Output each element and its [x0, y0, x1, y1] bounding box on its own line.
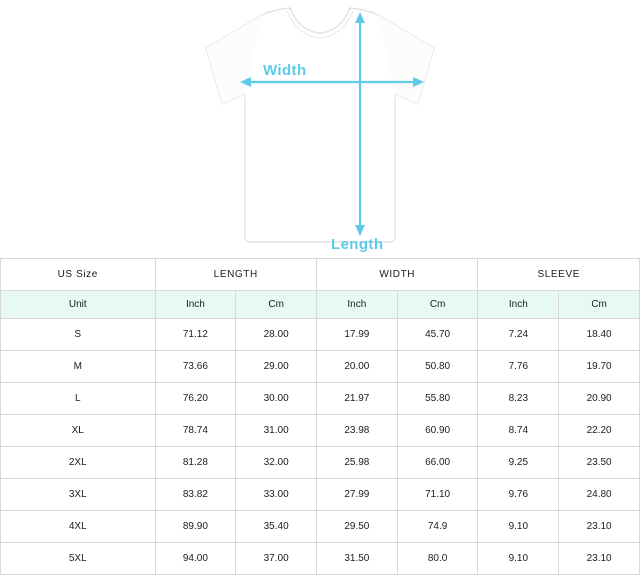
- table-row: [1, 447, 640, 479]
- cell-sleeve-inch: 9.76: [478, 479, 559, 511]
- header-unit: Unit: [1, 291, 156, 319]
- cell-length-inch: 76.20: [155, 383, 236, 415]
- cell-length-cm: 31.00: [236, 415, 317, 447]
- cell-length-cm: 33.00: [236, 479, 317, 511]
- header-width: WIDTH: [317, 259, 478, 291]
- cell-width-cm: 71.10: [397, 479, 478, 511]
- table-row: [1, 543, 640, 575]
- cell-length-inch: 81.28: [155, 447, 236, 479]
- cell-width-cm: 66.00: [397, 447, 478, 479]
- cell-size: 5XL: [1, 543, 156, 575]
- cell-size: 2XL: [1, 447, 156, 479]
- cell-width-inch: 25.98: [317, 447, 398, 479]
- cell-width-inch: 17.99: [317, 319, 398, 351]
- cell-length-inch: 94.00: [155, 543, 236, 575]
- cell-width-cm: 80.0: [397, 543, 478, 575]
- header-length-cm: Cm: [236, 291, 317, 319]
- cell-length-cm: 29.00: [236, 351, 317, 383]
- cell-length-cm: 30.00: [236, 383, 317, 415]
- cell-length-inch: 73.66: [155, 351, 236, 383]
- header-length-inch: Inch: [155, 291, 236, 319]
- group-header-row: [1, 259, 640, 291]
- cell-length-inch: 71.12: [155, 319, 236, 351]
- cell-width-cm: 55.80: [397, 383, 478, 415]
- cell-length-cm: 35.40: [236, 511, 317, 543]
- cell-sleeve-inch: 7.76: [478, 351, 559, 383]
- header-sleeve: SLEEVE: [478, 259, 640, 291]
- cell-width-inch: 20.00: [317, 351, 398, 383]
- table-row: [1, 479, 640, 511]
- cell-length-cm: 32.00: [236, 447, 317, 479]
- cell-sleeve-cm: 19.70: [559, 351, 640, 383]
- cell-sleeve-inch: 8.74: [478, 415, 559, 447]
- cell-size: S: [1, 319, 156, 351]
- cell-size: XL: [1, 415, 156, 447]
- cell-sleeve-cm: 22.20: [559, 415, 640, 447]
- cell-width-cm: 74.9: [397, 511, 478, 543]
- cell-size: L: [1, 383, 156, 415]
- cell-sleeve-cm: 23.10: [559, 543, 640, 575]
- header-sleeve-inch: Inch: [478, 291, 559, 319]
- cell-sleeve-cm: 24.80: [559, 479, 640, 511]
- table-row: [1, 383, 640, 415]
- length-measure-label: Length: [331, 236, 384, 253]
- cell-length-cm: 28.00: [236, 319, 317, 351]
- unit-header-row: [1, 291, 640, 319]
- cell-sleeve-inch: 9.10: [478, 511, 559, 543]
- header-sleeve-cm: Cm: [559, 291, 640, 319]
- cell-sleeve-cm: 18.40: [559, 319, 640, 351]
- cell-width-cm: 60.90: [397, 415, 478, 447]
- cell-sleeve-cm: 20.90: [559, 383, 640, 415]
- header-us-size: US Size: [1, 259, 156, 291]
- cell-length-inch: 89.90: [155, 511, 236, 543]
- cell-width-cm: 45.70: [397, 319, 478, 351]
- cell-length-inch: 78.74: [155, 415, 236, 447]
- cell-width-inch: 31.50: [317, 543, 398, 575]
- table-row: [1, 415, 640, 447]
- cell-width-inch: 27.99: [317, 479, 398, 511]
- cell-size: 3XL: [1, 479, 156, 511]
- cell-sleeve-inch: 9.10: [478, 543, 559, 575]
- cell-size: M: [1, 351, 156, 383]
- table-row: [1, 511, 640, 543]
- table-row: [1, 319, 640, 351]
- cell-sleeve-inch: 8.23: [478, 383, 559, 415]
- cell-width-inch: 23.98: [317, 415, 398, 447]
- table-body: [1, 319, 640, 575]
- width-measure-label: Width: [263, 62, 307, 79]
- cell-sleeve-cm: 23.50: [559, 447, 640, 479]
- table-header: [1, 259, 640, 319]
- cell-sleeve-inch: 9.25: [478, 447, 559, 479]
- cell-width-inch: 29.50: [317, 511, 398, 543]
- cell-sleeve-cm: 23.10: [559, 511, 640, 543]
- cell-width-cm: 50.80: [397, 351, 478, 383]
- tshirt-illustration: [0, 0, 640, 258]
- cell-length-cm: 37.00: [236, 543, 317, 575]
- header-length: LENGTH: [155, 259, 316, 291]
- cell-length-inch: 83.82: [155, 479, 236, 511]
- header-width-cm: Cm: [397, 291, 478, 319]
- cell-width-inch: 21.97: [317, 383, 398, 415]
- tshirt-graphic: [0, 0, 640, 258]
- table-row: [1, 351, 640, 383]
- cell-size: 4XL: [1, 511, 156, 543]
- size-chart-table: [0, 258, 640, 575]
- header-width-inch: Inch: [317, 291, 398, 319]
- cell-sleeve-inch: 7.24: [478, 319, 559, 351]
